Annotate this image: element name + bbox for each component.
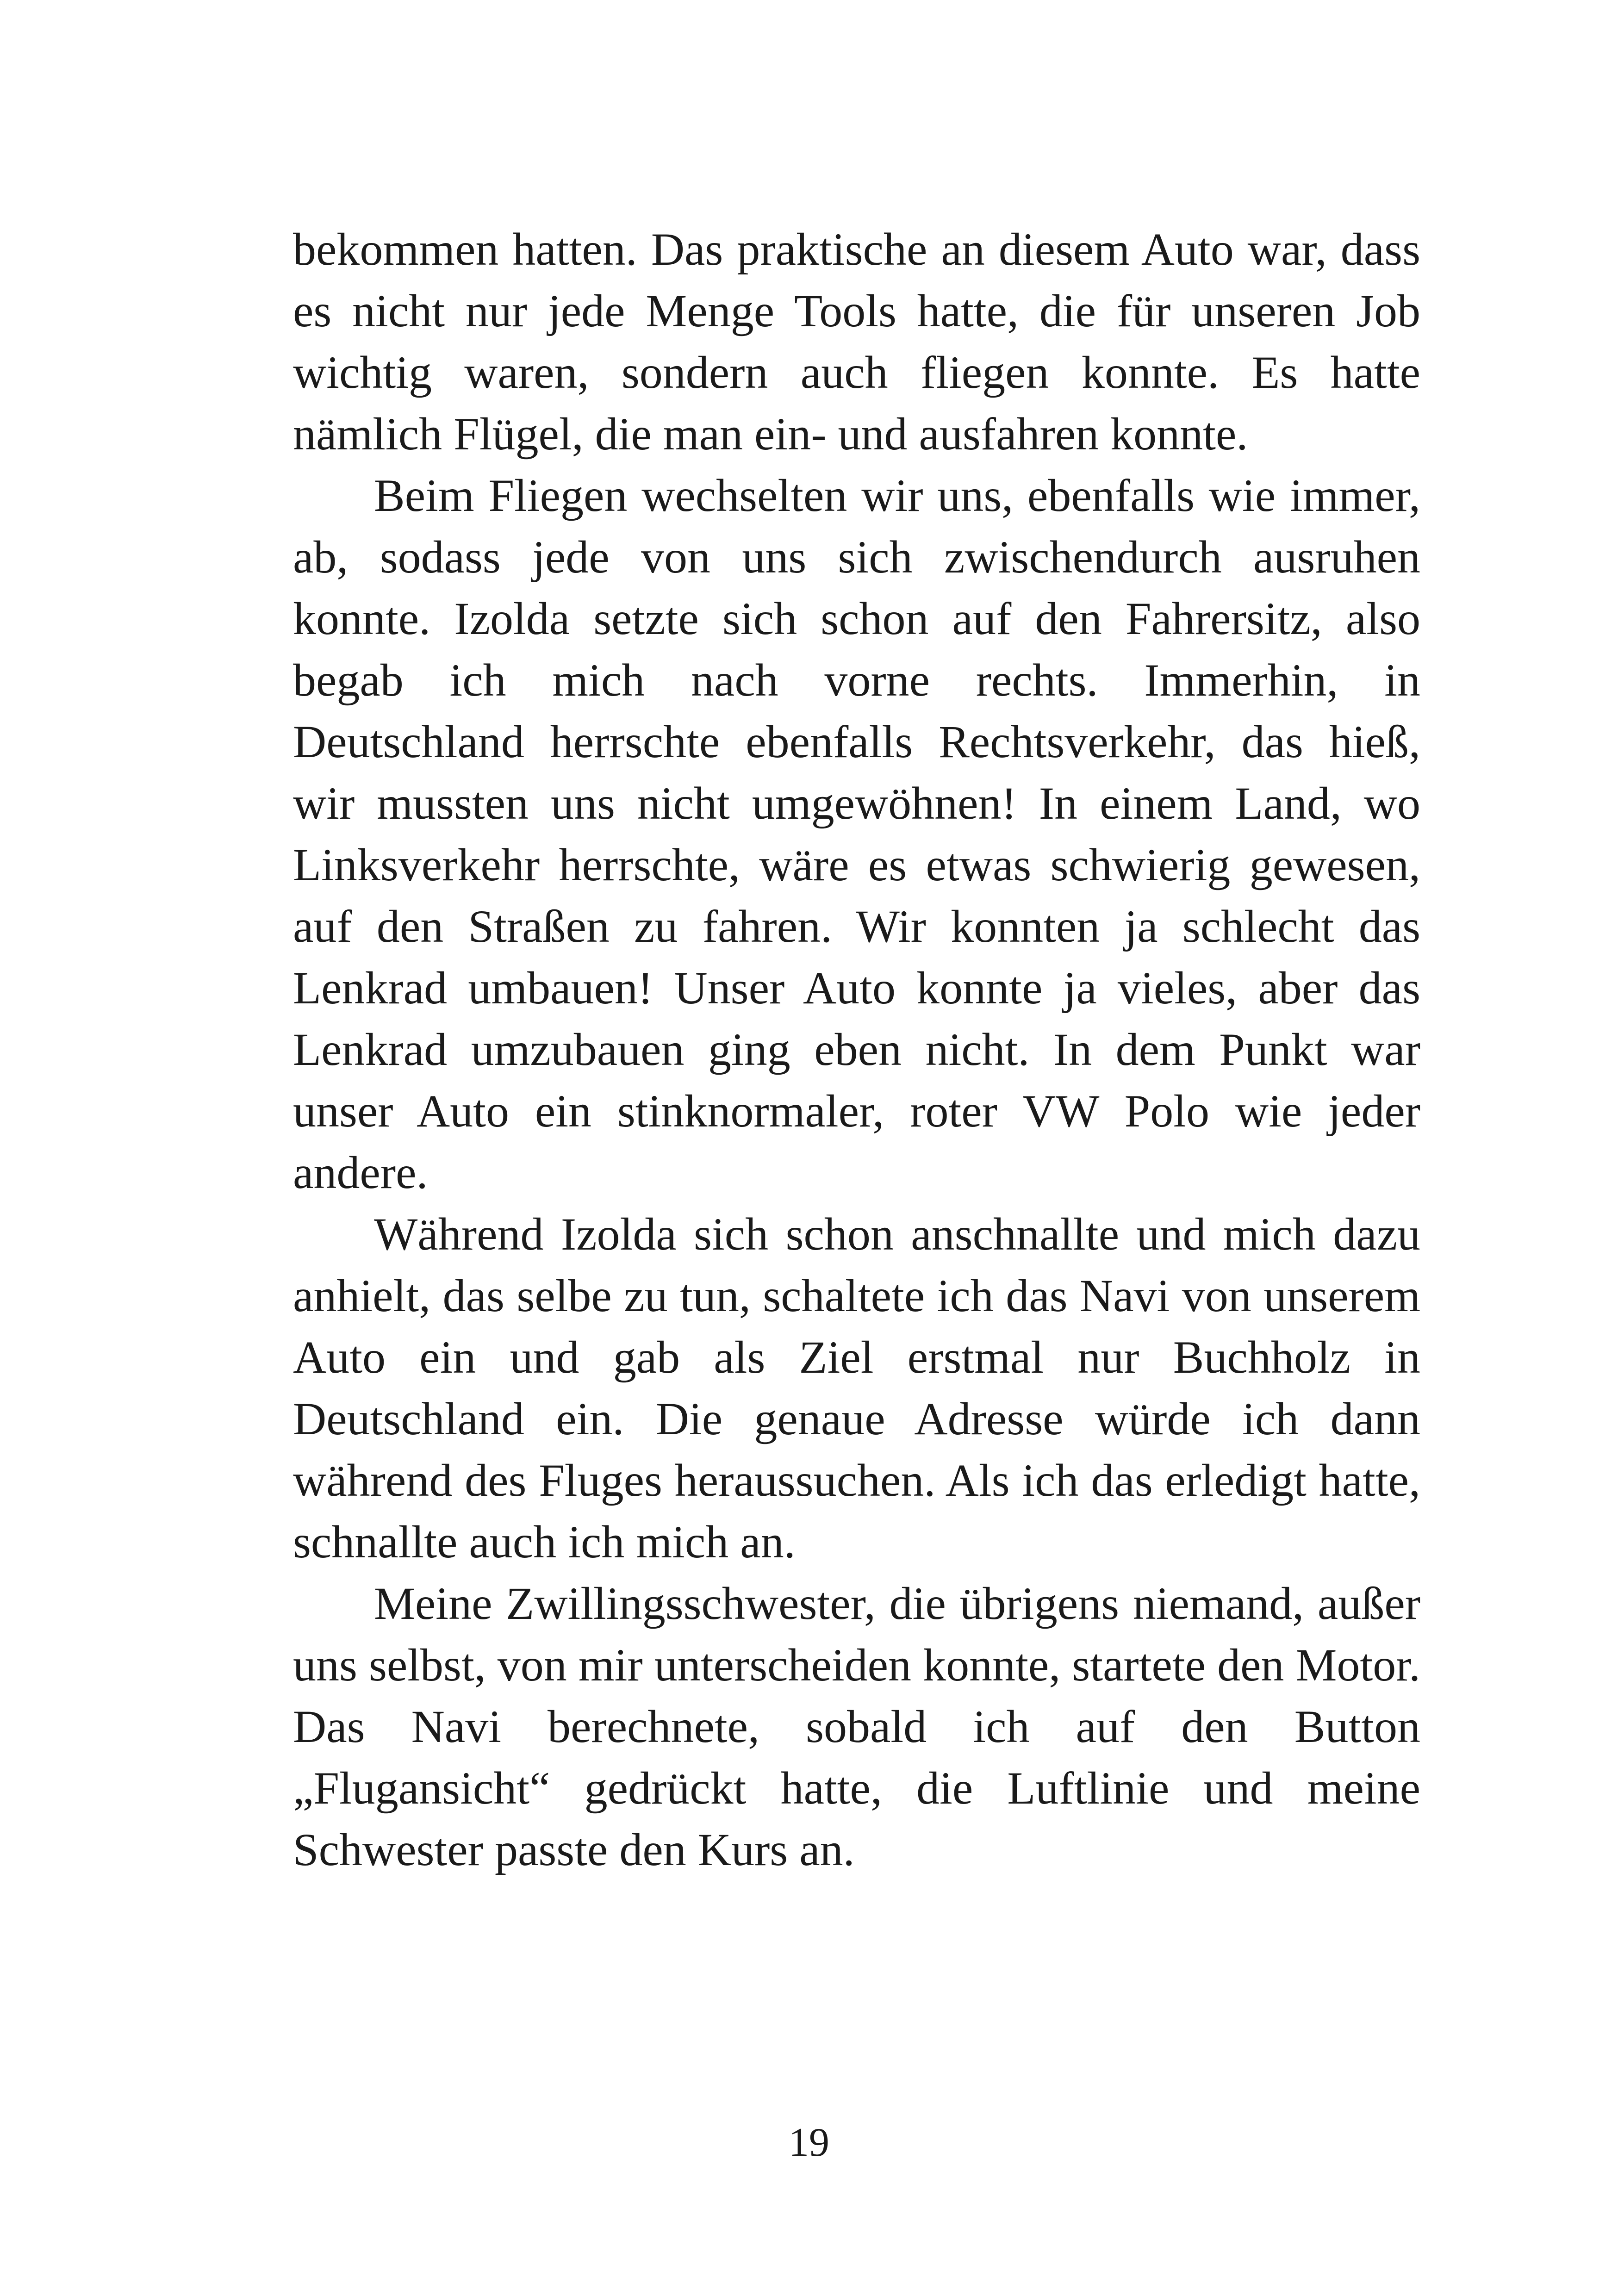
body-text [293,218,1420,1880]
paragraph-3: Während Izolda sich schon anschnallte und mich dazu anhielt, das selbe zu tun, schaltete ich das Navi von unserem Auto ein und gab als Ziel erstmal nur Buchholz in Deutschland ein. Die genaue Adresse würde ich dann während des Fluges heraussuchen. Als ich das erledigt hatte, schnallte auch ich mich an. [293,1208,1420,1568]
paragraph-1: bekommen hatten. Das praktische an diesem Auto war, dass es nicht nur jede Menge Tools hatte, die für unseren Job wichtig waren, sondern auch fliegen konnte. Es hatte nämlich Flügel, die man ein- und ausfahren konnte. [293,224,1420,460]
paragraph-4: Meine Zwillingsschwester, die übrigens niemand, außer uns selbst, von mir unterscheiden konnte, startete den Motor. Das Navi berechnete, sobald ich auf den Button „Flugansicht“ gedrückt hatte, die Luftlinie und meine Schwester passte den Kurs an. [293,1578,1420,1875]
page-number: 19 [789,2120,829,2165]
paragraph-2: Beim Fliegen wechselten wir uns, ebenfalls wie immer, ab, sodass jede von uns sich zwischendurch ausruhen konnte. Izolda setzte sich schon auf den Fahrersitz, also begab ich mich nach vorne rechts. Immerhin, in Deutschland herrschte ebenfalls Rechtsverkehr, das hieß, wir mussten uns nicht umgewöhnen! In einem Land, wo Linksverkehr herrschte, wäre es etwas schwierig gewesen, auf den Straßen zu fahren. Wir konnten ja schlecht das Lenkrad umbauen! Unser Auto konnte ja vieles, aber das Lenkrad umzubauen ging eben nicht. In dem Punkt war unser Auto ein stinknormaler, roter VW Polo wie jeder andere. [293,470,1420,1198]
